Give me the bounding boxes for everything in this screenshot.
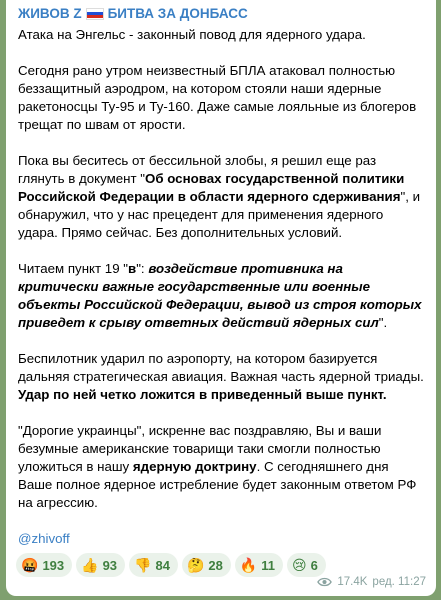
- text-run: ":: [136, 261, 149, 276]
- reaction-chip[interactable]: [235, 553, 283, 577]
- reaction-emoji-icon: 🔥: [239, 557, 258, 573]
- reaction-chip[interactable]: [129, 553, 178, 577]
- reaction-chip[interactable]: [287, 553, 326, 577]
- message-bubble: [6, 0, 436, 596]
- message-paragraph: [18, 62, 424, 134]
- message-paragraph: [18, 152, 424, 242]
- reaction-emoji-icon: 🤬: [21, 557, 39, 573]
- bold-text: воздействие противника на критически важные государственные или военные объекты Российской Федерации, вывод из строя которых приведет к срыву ответных действий ядерных сил: [18, 261, 422, 330]
- reaction-emoji-icon: 🤔: [186, 557, 205, 573]
- text-run: Пока вы беситесь от бессильной злобы, я решил еще раз глянуть в документ ": [18, 153, 377, 186]
- text-run: Читаем пункт 19 ": [18, 261, 129, 276]
- text-run: ", и обнаружил, что у нас прецедент для применения ядерного удара. Прямо сейчас. Без дополнительных условий.: [18, 189, 421, 240]
- views-count: 17.4K: [337, 576, 368, 588]
- reaction-chip[interactable]: [182, 553, 231, 577]
- reaction-count: 6: [310, 557, 318, 573]
- reaction-count: 193: [42, 557, 65, 573]
- message-text: [18, 26, 424, 548]
- reaction-count: 93: [102, 557, 118, 573]
- mention-link[interactable]: @zhivoff: [18, 531, 70, 546]
- reaction-count: 84: [155, 557, 170, 573]
- text-run: Сегодня рано утром неизвестный БПЛА атаковал полностью беззащитный аэродром, на котором стояли наши ядерные ракетоносцы Ту-95 и Ту-160. Даже самые лояльные из блогеров трещат по швам от ярости.: [18, 63, 417, 132]
- channel-name[interactable]: [18, 4, 424, 23]
- message-meta: [317, 576, 426, 588]
- bold-text: Об основах государственной политики Российской Федерации в области ядерного сдерживания: [18, 171, 405, 204]
- message-paragraph: [18, 26, 424, 44]
- edited-time: ред. 11:27: [372, 576, 426, 588]
- reaction-count: 28: [208, 557, 223, 573]
- reaction-emoji-icon: 👎: [134, 557, 152, 573]
- message-paragraph: [18, 530, 424, 548]
- channel-name-part: БИТВА ЗА ДОНБАСС: [107, 6, 248, 21]
- russia-flag-icon: [86, 8, 104, 20]
- reaction-emoji-icon: 😢: [292, 557, 307, 573]
- text-run: "Дорогие украинцы", искренне вас поздравляю, Вы и ваши безумные американские товарищи таки смогли полностью уложиться в нашу: [18, 423, 382, 474]
- channel-name-part: ЖИВОВ Z: [18, 6, 82, 21]
- reaction-chip[interactable]: [16, 553, 72, 577]
- bold-text: Удар по ней четко ложится в приведенный выше пункт.: [18, 387, 387, 402]
- bold-text: в: [128, 261, 137, 276]
- bold-text: ядерную доктрину: [132, 459, 257, 474]
- reaction-emoji-icon: 👍: [81, 557, 99, 573]
- reactions-bar: [16, 553, 326, 577]
- text-run: ".: [378, 315, 388, 330]
- message-paragraph: [18, 260, 424, 332]
- views-eye-icon: [317, 577, 332, 587]
- reaction-count: 11: [261, 557, 276, 573]
- message-paragraph: [18, 350, 424, 404]
- text-run: . С сегодняшнего дня Ваше полное ядерное истребление будет законным ответом РФ на агрессию.: [18, 459, 417, 510]
- text-run: Атака на Энгельс - законный повод для ядерного удара.: [18, 27, 366, 42]
- message-paragraph: [18, 422, 424, 512]
- reaction-chip[interactable]: [76, 553, 125, 577]
- text-run: Беспилотник ударил по аэропорту, на котором базируется дальняя стратегическая авиация. Важная часть ядерной триады.: [18, 351, 424, 384]
